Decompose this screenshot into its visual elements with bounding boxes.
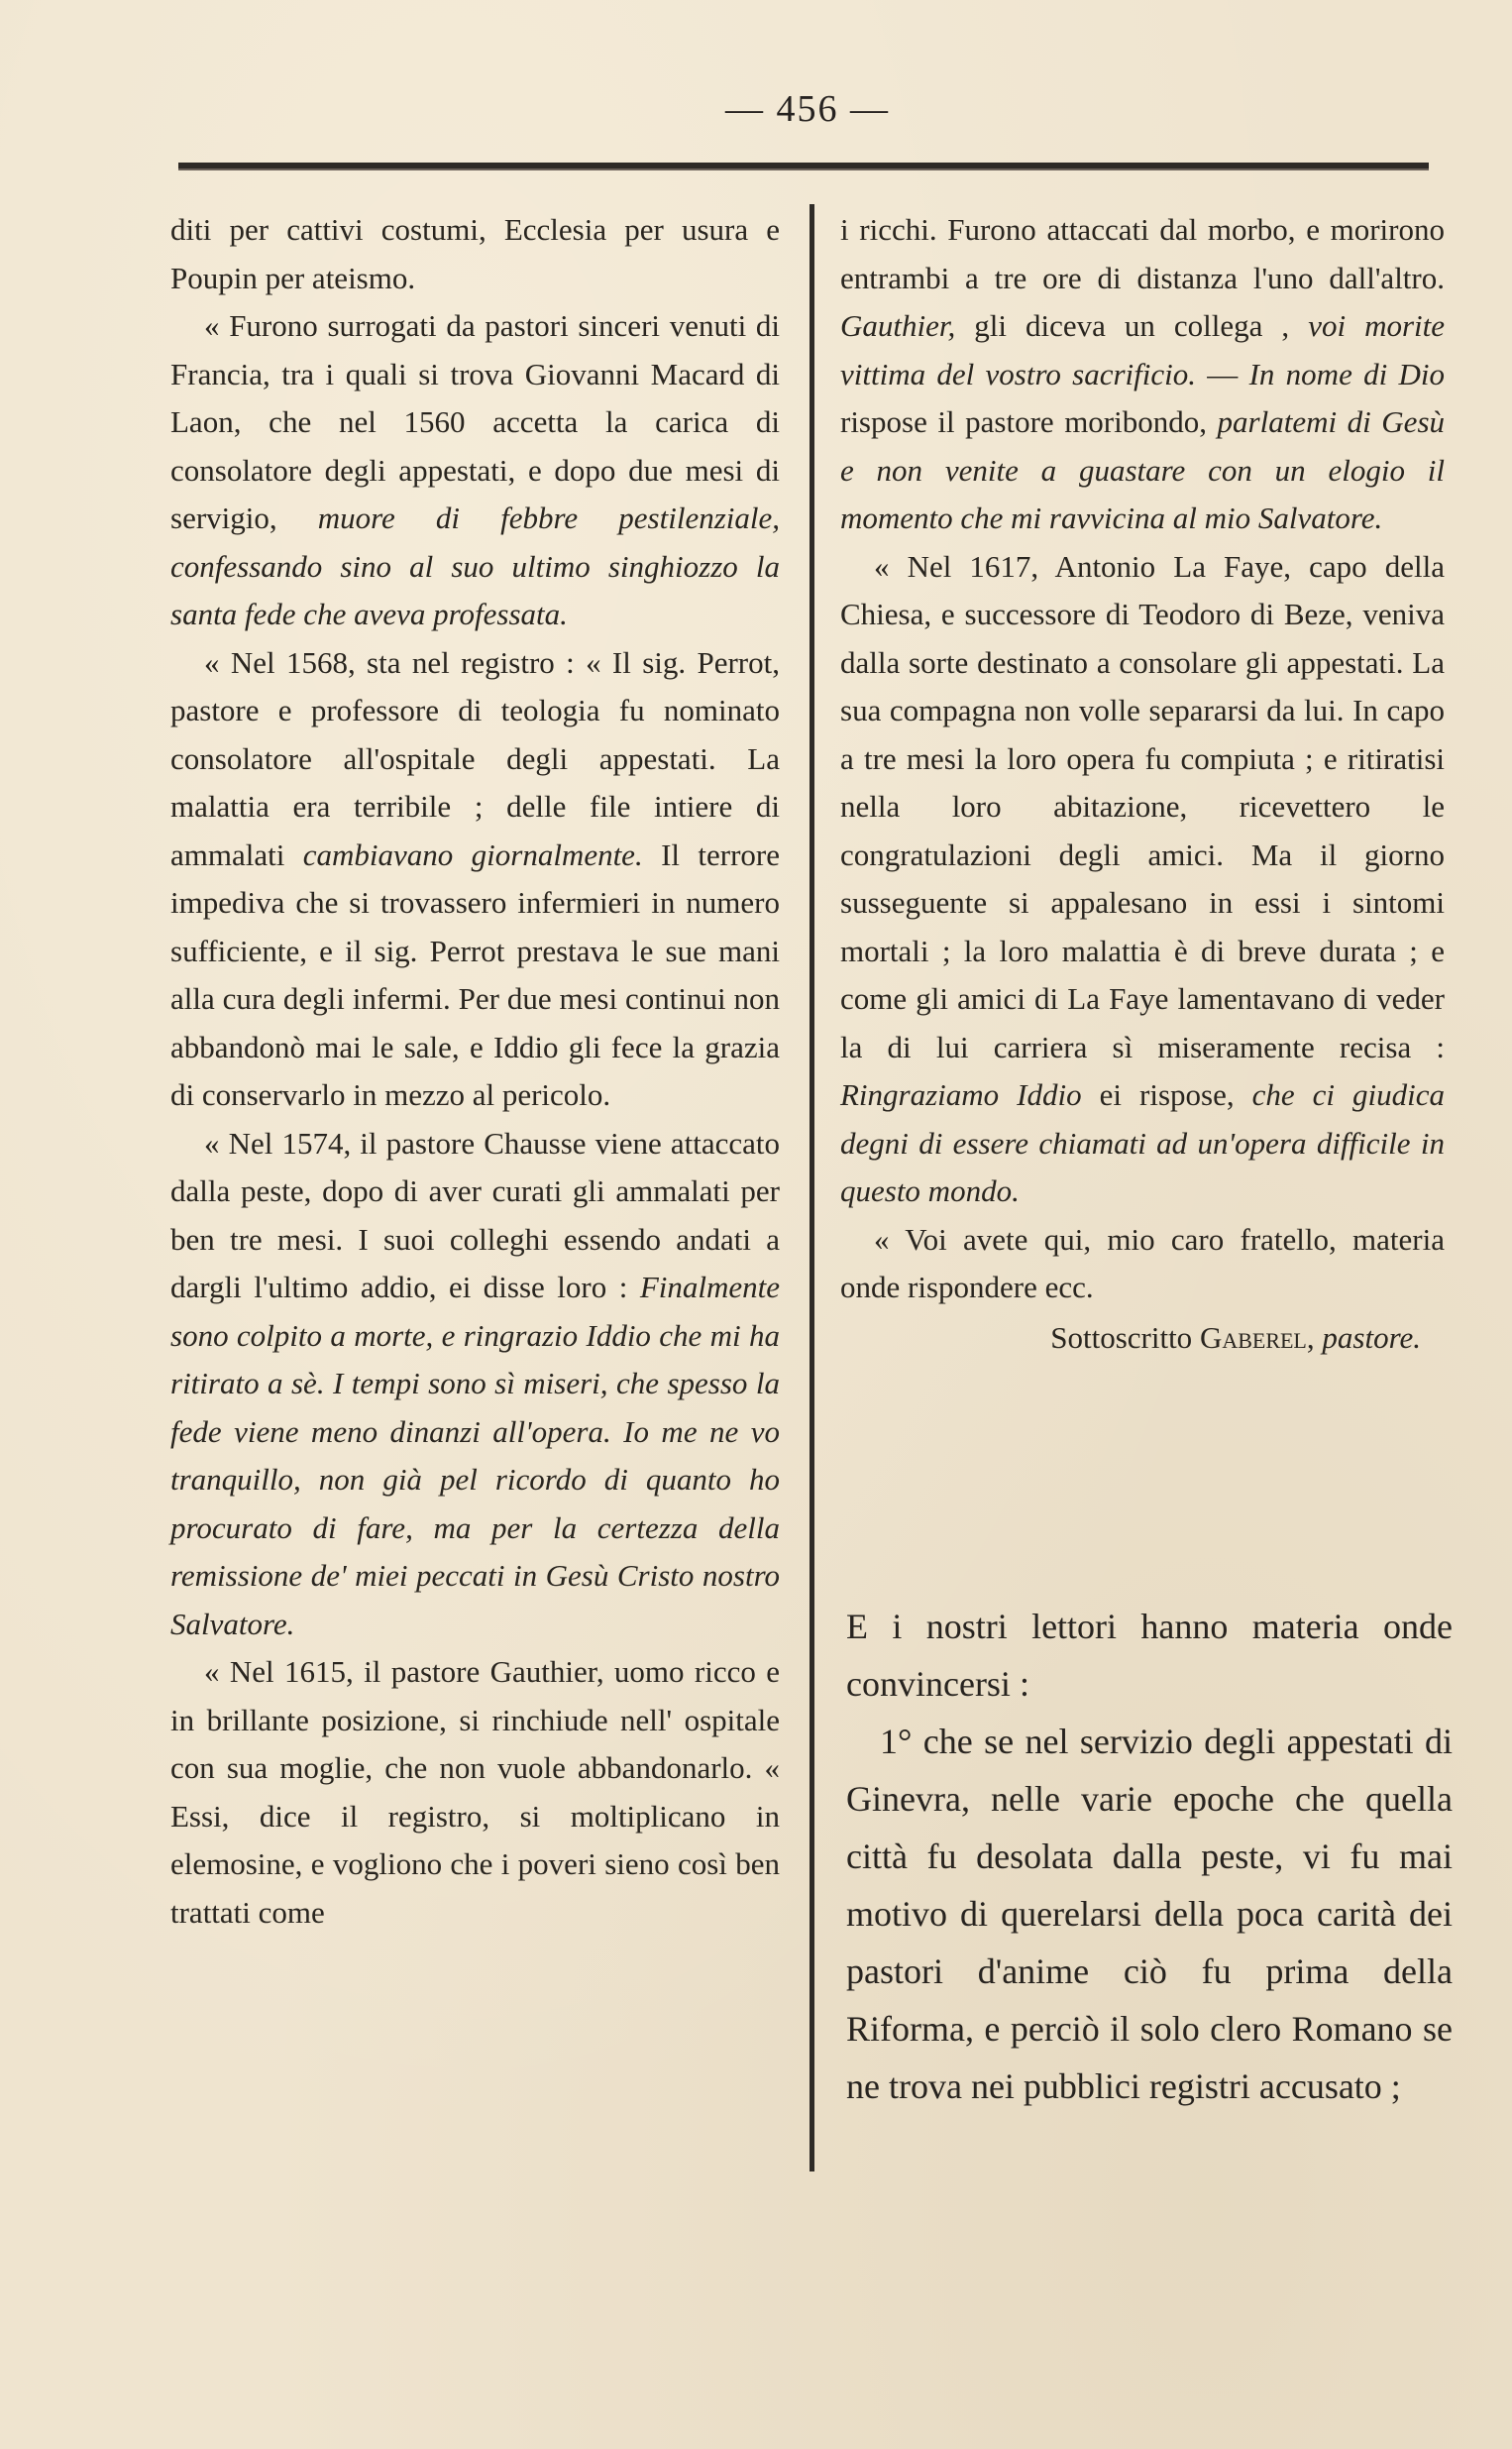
left-paragraph-4-text: « Nel 1574, il pastore Chausse viene attaccato dalla peste, dopo di aver curati gli ammalati per ben tre mesi. I suoi colleghi essendo andati a dargli l'ultimo addio, ei disse loro : xyxy=(170,1125,780,1304)
right-paragraph-2-text-2: ei rispose, xyxy=(1081,1077,1252,1112)
left-paragraph-3-text-1: « Nel 1568, sta nel registro : « Il sig. Perrot, pastore e professore di teologia fu nominato consolatore all'ospitale degli appestati. La malattia era terribile ; delle file intiere di ammalati xyxy=(170,644,780,872)
right-paragraph-2-italic-2: che ci giudica degni di essere chiamati ad un'opera difficile in questo mondo. xyxy=(840,1077,1445,1208)
left-paragraph-5: « Nel 1615, il pastore Gauthier, uomo ricco e in brillante posizione, si rinchiude nell' ospitale con sua moglie, che non vuole abbandonarlo. « Essi, dice il registro, si moltiplicano in elemosine, e vogliono che i poveri sieno così ben trattati come xyxy=(170,1654,780,1930)
left-paragraph-4-italic: Finalmente sono colpito a morte, e ringrazio Iddio che mi ha ritirato a sè. I tempi sono sì miseri, che spesso la fede viene meno dinanzi all'opera. Io me ne vo tranquillo, non già pel ricordo di quanto ho procurato di fare, ma per la certezza della remissione de' miei peccati in Gesù Cristo nostro Salvatore. xyxy=(170,1270,780,1641)
left-column xyxy=(170,206,780,1937)
right-paragraph-1 xyxy=(840,206,1445,543)
right-paragraph-1-text-1: i ricchi. Furono attaccati dal morbo, e morirono entrambi a tre ore di distanza l'uno dall'altro. xyxy=(840,212,1445,295)
page-number: — 456 — xyxy=(725,88,890,130)
column-divider xyxy=(810,204,814,2171)
left-paragraph-3-text-2: Il terrore impediva che si trovassero infermieri in numero sufficiente, e il sig. Perrot prestava le sue mani alla cura degli infermi. Per due mesi continui non abbandonò mai le sale, e Iddio gli fece la grazia di conservarlo in mezzo al pericolo. xyxy=(170,836,781,1112)
signature-name: Gaberel, xyxy=(1199,1319,1315,1355)
signature-role: pastore. xyxy=(1322,1319,1421,1355)
left-paragraph-1: diti per cattivi costumi, Ecclesia per usura e Poupin per ateismo. xyxy=(170,212,780,295)
right-paragraph-1-italic-2: voi morite vittima del vostro sacrificio. xyxy=(840,308,1446,391)
header-rule xyxy=(178,163,1429,170)
conclusion-block xyxy=(846,1598,1453,2115)
conclusion-intro: E i nostri lettori hanno materia onde convincersi : xyxy=(846,1607,1453,1704)
left-paragraph-2-italic: muore di febbre pestilenziale, confessando sino al suo ultimo singhiozzo la santa fede che aveva professata. xyxy=(170,501,780,631)
conclusion-point-1: 1° che se nel servizio degli appestati di Ginevra, nelle varie epoche che quella città fu desolata dalla peste, vi fu mai motivo di querelarsi della poca carità dei pastori d'anime ciò fu prima della Riforma, e perciò il solo clero Romano se ne trova nei pubblici registri accusato ; xyxy=(846,1722,1453,2106)
signature-prefix: Sottoscritto xyxy=(1050,1319,1200,1355)
right-paragraph-1-text-3: — xyxy=(1196,356,1249,391)
left-paragraph-2 xyxy=(170,302,780,639)
left-paragraph-3 xyxy=(170,639,780,1120)
right-column xyxy=(840,206,1445,1362)
right-paragraph-1-text-4: rispose il pastore moribondo, xyxy=(840,404,1218,439)
right-paragraph-1-italic-4: parlatemi di Gesù e non venite a guastare con un elogio il momento che mi ravvicina al mio Salvatore. xyxy=(840,404,1446,535)
right-paragraph-2-text-1: « Nel 1617, Antonio La Faye, capo della Chiesa, e successore di Teodoro di Beze, veniva dalla sorte destinato a consolare gli appestati. La sua compagna non volle separarsi da lui. In capo a tre mesi la loro opera fu compiuta ; e ritiratisi nella loro abitazione, ricevettero le congratulazioni degli amici. Ma il giorno susseguente si appalesano in essi i sintomi mortali ; la loro malattia è di breve durata ; e come gli amici di La Faye lamentavano di veder la di lui carriera sì miseramente recisa : xyxy=(840,548,1445,1064)
left-paragraph-4 xyxy=(170,1120,780,1649)
right-paragraph-3: « Voi avete qui, mio caro fratello, materia onde rispondere ecc. xyxy=(840,1221,1445,1304)
right-paragraph-2-italic-1: Ringraziamo Iddio xyxy=(840,1077,1082,1112)
signature-line xyxy=(840,1314,1445,1363)
left-paragraph-2-text: « Furono surrogati da pastori sinceri venuti di Francia, tra i quali si trova Giovanni Macard di Laon, che nel 1560 accetta la carica di consolatore degli appestati, e dopo due mesi di servigio, xyxy=(170,308,780,535)
right-paragraph-2 xyxy=(840,543,1445,1216)
left-paragraph-3-italic: cambiavano giornalmente. xyxy=(302,836,643,872)
right-paragraph-1-text-2: gli diceva un collega , xyxy=(955,308,1309,343)
right-paragraph-1-italic-3: In nome di Dio xyxy=(1248,356,1445,391)
right-paragraph-1-italic-1: Gauthier, xyxy=(840,308,956,343)
